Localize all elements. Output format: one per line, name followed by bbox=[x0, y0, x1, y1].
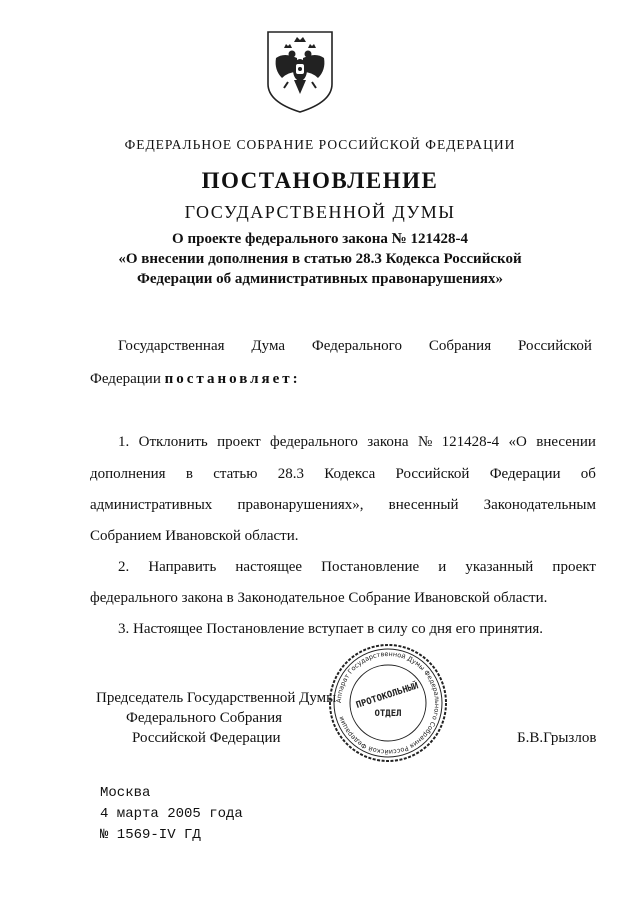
preamble-line-1 bbox=[118, 338, 592, 355]
document-number: № 1569-IV ГД bbox=[100, 827, 201, 843]
word: 2. bbox=[118, 559, 130, 575]
signatory-title-line-2: Федерального Собрания bbox=[126, 710, 283, 726]
document-title: ПОСТАНОВЛЕНИЕ bbox=[201, 168, 439, 193]
word: федерального bbox=[270, 434, 358, 450]
word: № bbox=[417, 434, 433, 450]
word: и bbox=[438, 559, 447, 575]
word: Отклонить bbox=[138, 434, 208, 450]
svg-text:ПРОТОКОЛЬНЫЙ: ПРОТОКОЛЬНЫЙ bbox=[354, 681, 420, 711]
city: Москва bbox=[100, 785, 151, 801]
preamble-word: Государственная bbox=[118, 338, 225, 354]
word: «О bbox=[508, 434, 527, 450]
word: 28.3 bbox=[277, 466, 304, 482]
svg-text:Аппарат Государственной Думы Ф: Аппарат Государственной Думы Федерального Собрания Российской Федерации bbox=[334, 649, 442, 757]
signatory-title-line-1: Председатель Государственной Думы bbox=[96, 690, 337, 706]
item-3-line-1: 3. Настоящее Постановление вступает в силу со дня его принятия. bbox=[118, 621, 544, 637]
resolves-spaced-text: постановляет: bbox=[164, 371, 301, 387]
word: об bbox=[580, 466, 596, 482]
item-1-line-4: Собранием Ивановской области. bbox=[90, 528, 299, 544]
word: внесенный bbox=[388, 497, 459, 513]
word: статью bbox=[213, 466, 258, 482]
document-subtitle: ГОСУДАРСТВЕННОЙ ДУМЫ bbox=[184, 202, 456, 222]
word: правонарушениях», bbox=[237, 497, 364, 513]
word: Направить bbox=[148, 559, 217, 575]
word: в bbox=[185, 466, 193, 482]
item-1-line-2 bbox=[90, 466, 596, 483]
word: Законодательным bbox=[483, 497, 596, 513]
word: внесении bbox=[536, 434, 596, 450]
item-2-line-2: федерального закона в Законодательное Собрание Ивановской области. bbox=[90, 590, 548, 606]
item-2-line-1 bbox=[118, 559, 596, 576]
signatory-title-line-3: Российской Федерации bbox=[132, 730, 281, 746]
preamble-word: Собрания bbox=[428, 338, 492, 354]
word: Федерации bbox=[489, 466, 561, 482]
word: 121428-4 bbox=[441, 434, 500, 450]
date: 4 марта 2005 года bbox=[100, 806, 243, 822]
bill-line-1: О проекте федерального закона № 121428-4 bbox=[172, 231, 468, 247]
word: Постановление bbox=[321, 559, 420, 575]
word: настоящее bbox=[235, 559, 303, 575]
signatory-name: Б.В.Грызлов bbox=[517, 730, 597, 746]
word: Российской bbox=[395, 466, 470, 482]
word: проект bbox=[217, 434, 261, 450]
word: закона bbox=[367, 434, 409, 450]
preamble-word: Федерального bbox=[311, 338, 402, 354]
preamble-text: Федерации bbox=[90, 371, 161, 387]
item-1-line-1 bbox=[118, 434, 596, 451]
word: дополнения bbox=[90, 466, 166, 482]
bill-line-3: Федерации об административных правонарушениях» bbox=[137, 271, 503, 287]
preamble-word: Дума bbox=[251, 338, 286, 354]
word: Кодекса bbox=[324, 466, 376, 482]
item-1-line-3 bbox=[90, 497, 596, 514]
coat-of-arms-icon bbox=[264, 28, 336, 116]
preamble-line-2 bbox=[90, 371, 301, 388]
bill-line-2: «О внесении дополнения в статью 28.3 Кодекса Российской bbox=[118, 251, 522, 267]
organization-title: ФЕДЕРАЛЬНОЕ СОБРАНИЕ РОССИЙСКОЙ ФЕДЕРАЦИИ bbox=[124, 137, 516, 152]
word: указанный bbox=[465, 559, 534, 575]
official-stamp bbox=[327, 642, 449, 764]
svg-text:ОТДЕЛ: ОТДЕЛ bbox=[374, 709, 402, 719]
word: 1. bbox=[118, 434, 130, 450]
word: административных bbox=[90, 497, 213, 513]
word: проект bbox=[552, 559, 596, 575]
preamble-word: Российской bbox=[518, 338, 592, 354]
